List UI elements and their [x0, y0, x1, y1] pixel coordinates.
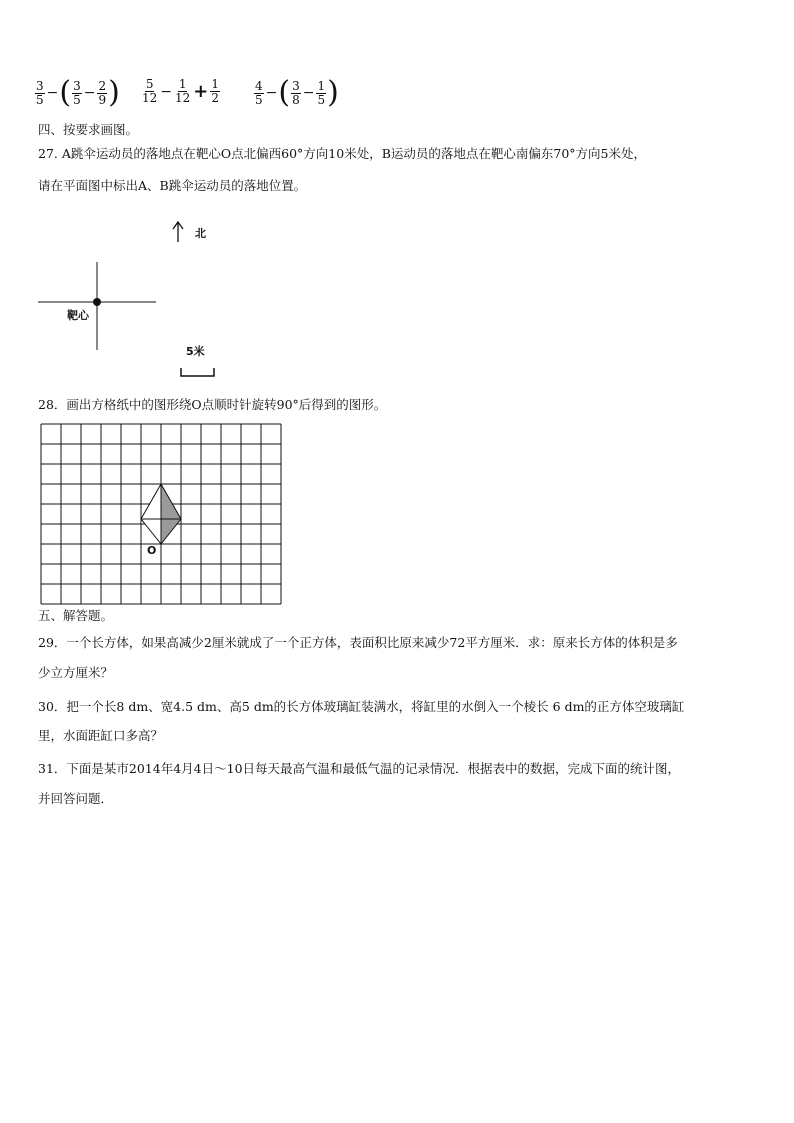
operator: + — [193, 81, 209, 102]
fraction: $\frac{5}{12}$ — [142, 77, 158, 105]
target-diagram — [30, 215, 250, 385]
expression-1 — [34, 75, 120, 110]
scale-label: 5米 — [186, 345, 205, 358]
operator: − — [83, 85, 96, 101]
question-31-line-2: 并回答问题． — [38, 791, 114, 806]
operator: − — [265, 85, 278, 101]
fraction: $\frac{3}{5}$ — [73, 78, 81, 107]
fraction: $\frac{2}{9}$ — [98, 78, 107, 107]
operator: − — [302, 85, 315, 101]
fraction: $\frac{1}{2}$ — [211, 77, 220, 105]
grid-paper — [30, 415, 290, 610]
question-29-line-2: 少立方厘米？ — [38, 665, 114, 680]
section-heading: 四、按要求画图。 — [38, 122, 139, 137]
fraction: $\frac{1}{5}$ — [317, 78, 326, 107]
fraction: $\frac{3}{8}$ — [292, 78, 300, 107]
north-label: 北 — [195, 227, 206, 240]
expression-2 — [140, 78, 221, 105]
right-paren: ) — [108, 75, 120, 110]
question-27-line-1: 27. A跳伞运动员的落地点在靶心O点北偏西60°方向10米处，B运动员的落地点在靶心南偏东70°方向5米处， — [38, 146, 646, 161]
question-29-line-1: 29．一个长方体，如果高减少2厘米就成了一个正方体，表面积比原来减少72平方厘米．求：原来长方体的体积是多 — [38, 635, 678, 650]
section-heading: 五、解答题。 — [38, 608, 114, 623]
question-27-line-2: 请在平面图中标出A、B跳伞运动员的落地位置。 — [38, 178, 307, 193]
question-31-line-1: 31．下面是某市2014年4月4日～10日每天最高气温和最低气温的记录情况．根据表中的数据，完成下面的统计图， — [38, 761, 681, 776]
question-30-line-1: 30．把一个长8 dm、宽4.5 dm、高5 dm的长方体玻璃缸装满水，将缸里的水倒入一个棱长 6 dm的正方体空玻璃缸 — [38, 699, 685, 714]
fraction: $\frac{3}{5}$ — [36, 78, 44, 107]
north-arrow-icon — [173, 222, 183, 242]
white-triangle — [141, 484, 161, 544]
scale-bar — [181, 368, 214, 376]
operator: − — [46, 85, 59, 101]
right-paren: ) — [327, 75, 339, 110]
question-28-text: 28．画出方格纸中的图形绕O点顺时针旋转90°后得到的图形。 — [38, 397, 387, 412]
left-paren: ( — [278, 75, 291, 110]
shaded-triangle — [161, 484, 181, 544]
operator: − — [160, 83, 173, 100]
left-paren: ( — [59, 75, 72, 110]
fraction: $\frac{1}{12}$ — [175, 77, 191, 105]
bullseye-label: 靶心 — [67, 309, 89, 322]
point-o-label: O — [147, 544, 157, 557]
bullseye-point — [93, 298, 101, 306]
fraction: $\frac{4}{5}$ — [255, 78, 263, 107]
question-30-line-2: 里，水面距缸口多高？ — [38, 728, 164, 743]
expression-3 — [253, 75, 339, 110]
